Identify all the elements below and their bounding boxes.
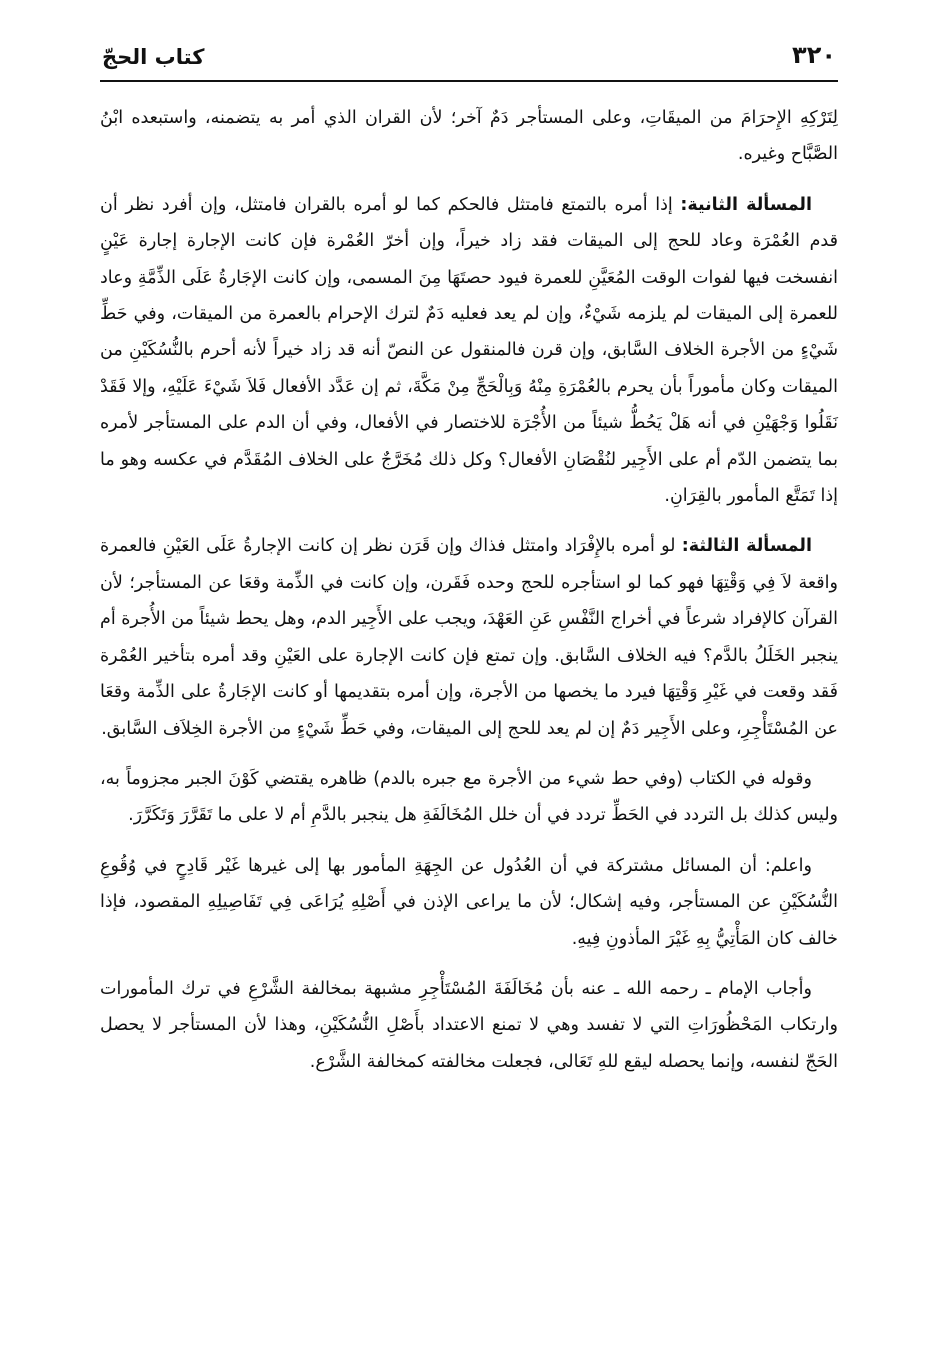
paragraph-continuation bbox=[100, 100, 838, 173]
paragraph-note bbox=[100, 848, 838, 957]
paragraph-text: وأجاب الإمام ـ رحمه الله ـ عنه بأن مُخَالَفَةَ المُسْتَأْجِرِ مشبهة بمخالفة الشَّرْعِ في ترك المأمورات وارتكاب المَحْظُورَاتِ التي لا تفسد وهي لا تمنع الاعتداد بأَصْلِ النُّسُكَيْنِ، وهذا لأن المستأجر لا يحصل الحَجّ لنفسه، وإنما يحصله ليقع للهِ تَعَالى، فجعلت مخالفته كمخالفة الشَّرْع. bbox=[100, 978, 838, 1072]
page-number: ٣٢٠ bbox=[792, 41, 836, 69]
issue-heading-third: المسألة الثالثة: bbox=[681, 536, 812, 557]
paragraph-text: لِتَرْكِهِ الإِحرَامَ من الميقَاتِ، وعلى المستأجر دَمٌ آخر؛ لأن القران الذي أمر به يتضمنه، واستبعده ابْنُ الصَّبَّاح وغيره. bbox=[100, 108, 838, 165]
running-header bbox=[100, 32, 838, 82]
issue-heading-second: المسألة الثانية: bbox=[680, 194, 812, 215]
paragraph-imam-answer bbox=[100, 971, 838, 1080]
paragraph-text: وقوله في الكتاب (وفي حط شيء من الأجرة مع جبره بالدم) ظاهره يقتضي كَوْنَ الجبر مجزوماً به، وليس كذلك بل التردد في الحَطِّ تردد في أن خلل المُخَالَفَةِ هل ينجبر بالدَّمِ أم لا على ما تَقَرَّرَ وَتَكَرَّرَ. bbox=[100, 768, 838, 826]
paragraph-text: لو أمره بالإِفْرَاد وامتثل فذاك وإن قَرَن نظر إن كانت الإجارةُ عَلَى العَيْنِ فالعمرة واقعة لاَ فِي وَقْتِهَا فهو كما لو استأجره للحج وحده فَقَرن، وإن كانت في الذِّمة وقعَا عن المستأجر؛ لأن القرآن كالإفراد شرعاً في أخراج النَّفْسِ عَنِ العَهْدَ، ويجب على الأَجِير الدم، وهل يحط شيئاً من الأُجرة أم ينجبر الخَلَلُ بالدَّم؟ فيه الخلاف السَّابق. وإن تمتع فإن كانت الإجارة على العَيْنِ وقد أمره بتأخير العُمْرة فَقد وقعت في غَيْرِ وَقْتِهَا فيرد ما يخصها من الأجرة، وإن أمره بتقديمها أو كانت الإجَارةُ على الذِّمة وقعَا عن المُسْتَأْجِرِ، وعلى الأَجِير دَمٌ إن لم يعد للحج إلى الميقات، وفي حَطِّ شَيْءٍ من الأجرة الخِلاَف السَّابق. bbox=[99, 536, 838, 739]
page-body bbox=[100, 100, 838, 1080]
paragraph-text: إذا أمره بالتمتع فامتثل فالحكم كما لو أمره بالقران فامتثل، وإن أفرد نظر أن قدم العُمْرَة وعاد للحج إلى الميقات فقد زاد خيراً، وإن أخرّ العُمْرة فإن كانت الإجارة إجارة عَيْنٍ انفسخت فيها لفوات الوقت المُعَيَّنِ للعمرة فيود حصتَهَا مِنَ المسمى، وإن كانت الإجَارةُ عَلَى الذِّمَّةِ وعاد للعمرة إلى الميقات لم يلزمه شَيْءٌ، وإن لم يعد فعليه دَمٌ لترك الإحرام بالعمرة من الميقات، وفي حَطِّ شَيْءٍ من الأجرة الخلاف السَّابق، وإن قرن فالمنقول عن النصّ أنه قد زاد خيراً لأنه أحرم بالنُّسُكَيْنِ من الميقات وكان مأموراً بأن يحرم بالعُمْرَةِ مِنْهُ وَبِالْحَجِّ مِنْ مَكَّةَ، ثم إن عَدَّد الأفعال فَلاَ شَيْءَ عَلَيْهِ، وإلا فَقَدْ نَقَلُوا وَجْهَيْنِ في أنه هَلْ يَحُطُّ شيئاً من الأُجْرَة للاختصار في الأفعال، وفي أن الدم على المستأجر لأمره بما يتضمن الدّم أم على الأَجِير لنُقْصَانِ الأفعال؟ وكل ذلك مُخَرَّجٌ على الخلاف المُقَدَّم في عكسه وهو ما إذا تَمَتَّع المأمور بالقِرَانِ. bbox=[100, 194, 838, 507]
paragraph-book-comment bbox=[100, 761, 838, 834]
book-title: كتاب الحجّ bbox=[102, 45, 205, 69]
paragraph-third-issue bbox=[100, 528, 838, 746]
book-page bbox=[100, 32, 838, 1332]
paragraph-text: واعلم: أن المسائل مشتركة في أن العُدُول عن الجِهَةِ المأمور بها إلى غيرها غَيْر قَادِحٍ في وُقُوعِ النُّسُكَيْنِ عن المستأجر، وفيه إشكال؛ لأن ما يراعى الإذن في أَصْلِهِ يُرَاعَى فِي تَفَاصِيلِهِ المقصود، فإذا خالف كان المَأْتِيُّ بِهِ غَيْرَ المأذونِ فِيهِ. bbox=[100, 855, 838, 949]
paragraph-second-issue bbox=[100, 187, 838, 515]
